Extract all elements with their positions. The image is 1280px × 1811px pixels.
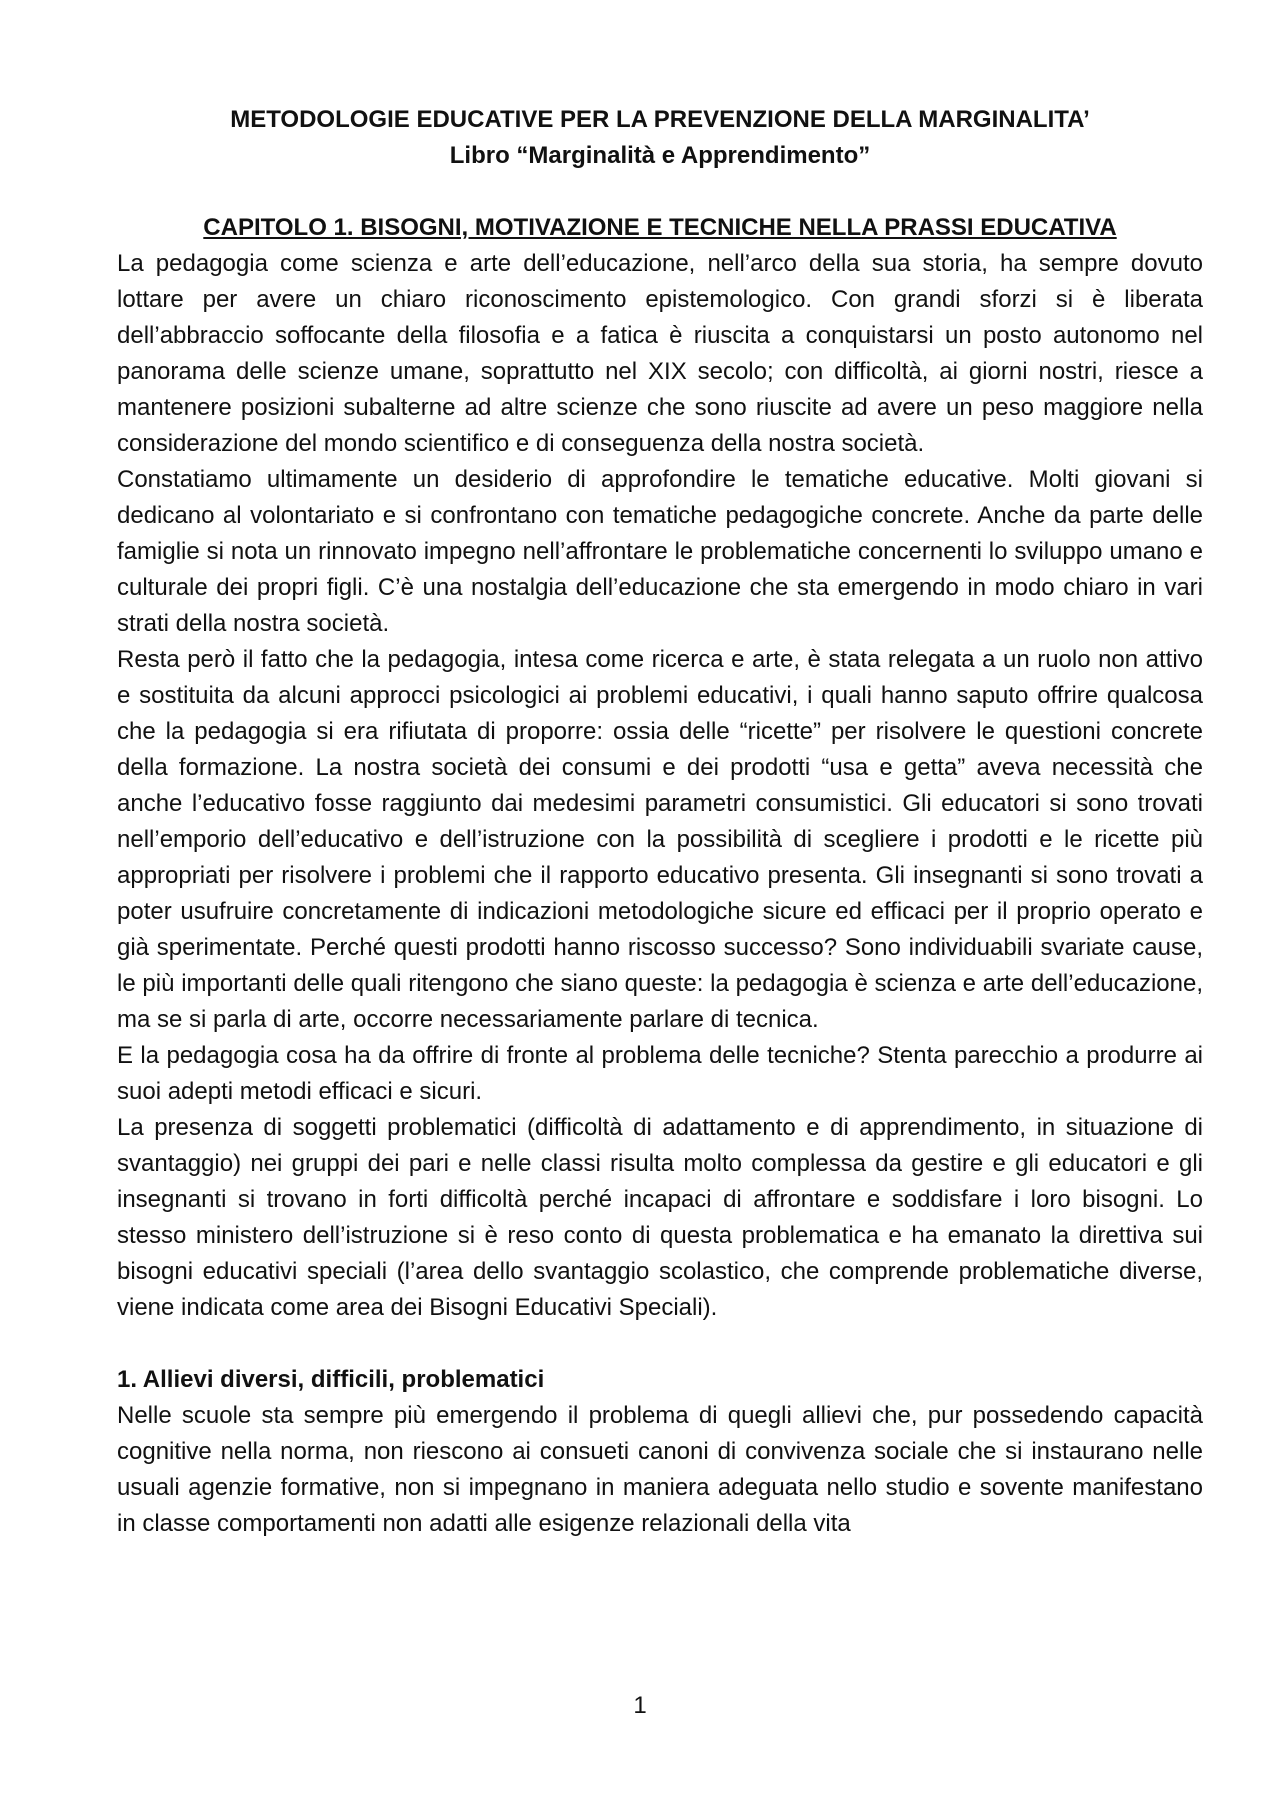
- paragraph: La pedagogia come scienza e arte dell’educazione, nell’arco della sua storia, ha sempre dovuto lottare per avere un chiaro riconoscimento epistemologico. Con grandi sforzi si è liberata dell’abbraccio soffocante della filosofia e a fatica è riuscita a conquistarsi un posto autonomo nel panorama delle scienze umane, soprattutto nel XIX secolo; con difficoltà, ai giorni nostri, riesce a mantenere posizioni subalterne ad altre scienze che sono riuscite ad avere un peso maggiore nella considerazione del mondo scientifico e di conseguenza della nostra società.: [117, 250, 1203, 457]
- paragraph: Constatiamo ultimamente un desiderio di approfondire le tematiche educative. Molti giovani si dedicano al volontariato e si confrontano con tematiche pedagogiche concrete. Anche da parte delle famiglie si nota un rinnovato impegno nell’affrontare le problematiche concernenti lo sviluppo umano e culturale dei propri figli. C’è una nostalgia dell’educazione che sta emergendo in modo chiaro in vari strati della nostra società.: [117, 466, 1203, 637]
- page-number: 1: [633, 1692, 647, 1719]
- chapter-heading: CAPITOLO 1. BISOGNI, MOTIVAZIONE E TECNICHE NELLA PRASSI EDUCATIVA: [203, 214, 1117, 241]
- document-title: METODOLOGIE EDUCATIVE PER LA PREVENZIONE DELLA MARGINALITA’: [230, 106, 1090, 133]
- paragraph: La presenza di soggetti problematici (difficoltà di adattamento e di apprendimento, in situazione di svantaggio) nei gruppi dei pari e nelle classi risulta molto complessa da gestire e gli educatori e gli insegnanti si trovano in forti difficoltà perché incapaci di affrontare e soddisfare i loro bisogni. Lo stesso ministero dell’istruzione si è reso conto di questa problematica e ha emanato la direttiva sui bisogni educativi speciali (l’area dello svantaggio scolastico, che comprende problematiche diverse, viene indicata come area dei Bisogni Educativi Speciali).: [117, 1114, 1203, 1321]
- section-paragraph: Nelle scuole sta sempre più emergendo il problema di quegli allievi che, pur possedendo capacità cognitive nella norma, non riescono ai consueti canoni di convivenza sociale che si instaurano nelle usuali agenzie formative, non si impegnano in maniera adeguata nello studio e sovente manifestano in classe comportamenti non adatti alle esigenze relazionali della vita: [117, 1402, 1203, 1537]
- paragraph: E la pedagogia cosa ha da offrire di fronte al problema delle tecniche? Stenta parecchio a produrre ai suoi adepti metodi efficaci e sicuri.: [117, 1042, 1203, 1105]
- document-subtitle: Libro “Marginalità e Apprendimento”: [449, 142, 871, 169]
- paragraph: Resta però il fatto che la pedagogia, intesa come ricerca e arte, è stata relegata a un ruolo non attivo e sostituita da alcuni approcci psicologici ai problemi educativi, i quali hanno saputo offrire qualcosa che la pedagogia si era rifiutata di proporre: ossia delle “ricette” per risolvere le questioni concrete della formazione. La nostra società dei consumi e dei prodotti “usa e getta” aveva necessità che anche l’educativo fosse raggiunto dai medesimi parametri consumistici. Gli educatori si sono trovati nell’emporio dell’educativo e dell’istruzione con la possibilità di scegliere i prodotti e le ricette più appropriati per risolvere i problemi che il rapporto educativo presenta. Gli insegnanti si sono trovati a poter usufruire concretamente di indicazioni metodologiche sicure ed efficaci per il proprio operato e già sperimentate. Perché questi prodotti hanno riscosso successo? Sono individuabili svariate cause, le più importanti delle quali ritengono che siano queste: la pedagogia è scienza e arte dell’educazione, ma se si parla di arte, occorre necessariamente parlare di tecnica.: [117, 646, 1203, 1033]
- section-heading: 1. Allievi diversi, difficili, problematici: [117, 1366, 545, 1393]
- document-page: [117, 102, 1203, 1542]
